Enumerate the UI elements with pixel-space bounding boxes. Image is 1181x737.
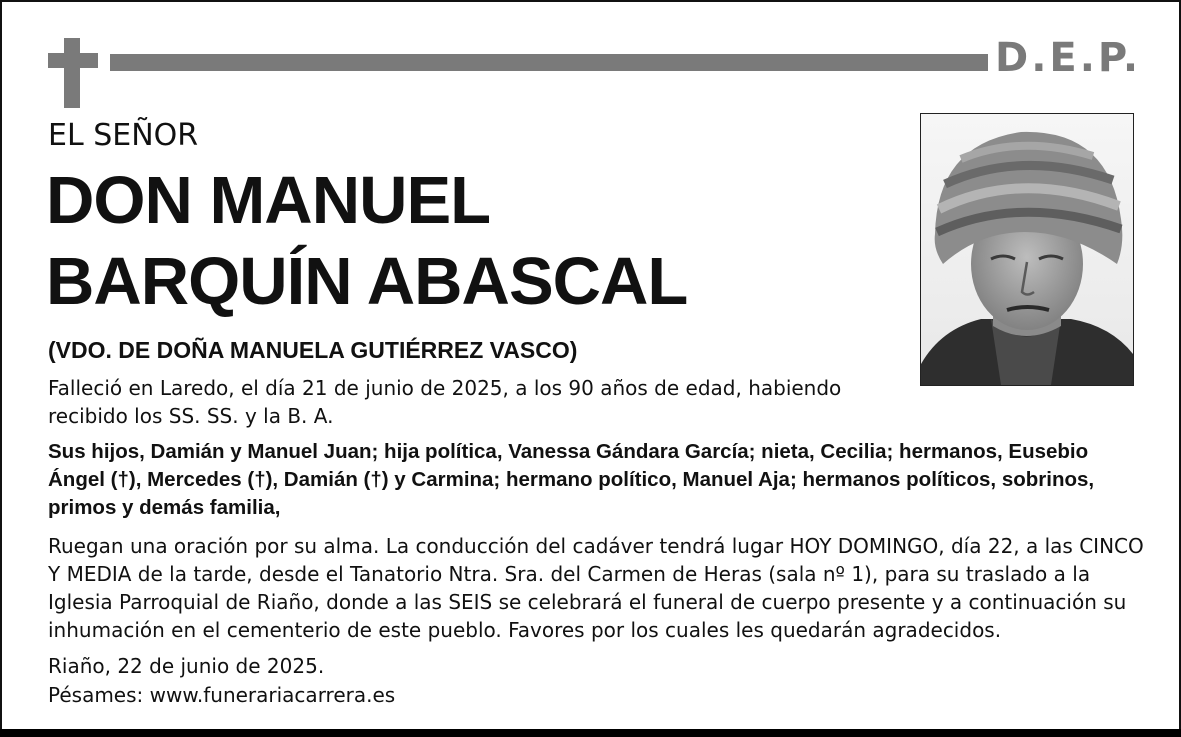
death-notice: Falleció en Laredo, el día 21 de junio de 2025, a los 90 años de edad, habiendo recibido los SS. SS. y la B. A. xyxy=(48,376,842,428)
cross-icon xyxy=(64,38,80,108)
portrait-image xyxy=(921,114,1133,385)
deceased-name-line-2: BARQUÍN ABASCAL xyxy=(46,244,688,319)
family-list: Sus hijos, Damián y Manuel Juan; hija política, Vanessa Gándara García; nieta, Cecilia; hermanos, Eusebio Ángel (†), Mercedes (†), Damián (†) y Carmina; hermano político, Manuel Aja; hermanos políticos, sobrinos, primos y demás familia, xyxy=(48,440,1095,519)
condolences-link[interactable]: Pésames: www.funerariacarrera.es xyxy=(48,683,396,707)
header-rule xyxy=(110,54,988,71)
honorific-title: EL SEÑOR xyxy=(48,118,199,153)
cross-icon-bar xyxy=(48,53,98,68)
spouse-note: (VDO. DE DOÑA MANUELA GUTIÉRREZ VASCO) xyxy=(48,337,578,363)
place-date: Riaño, 22 de junio de 2025. xyxy=(48,654,325,678)
dep-label: D.E.P. xyxy=(995,35,1142,81)
service-details: Ruegan una oración por su alma. La conducción del cadáver tendrá lugar HOY DOMINGO, día 22, a las CINCO Y MEDIA de la tarde, desde el Tanatorio Ntra. Sra. del Carmen de Heras (sala nº 1), para su traslado a la Iglesia Parroquial de Riaño, donde a las SEIS se celebrará el funeral de cuerpo presente y a continuación su inhumación en el cementerio de este pueblo. Favores por los cuales les quedarán agradecidos. xyxy=(48,534,1144,642)
deceased-name-line-1: DON MANUEL xyxy=(46,163,491,238)
portrait-photo xyxy=(920,113,1134,386)
footer-rule xyxy=(0,729,1181,737)
